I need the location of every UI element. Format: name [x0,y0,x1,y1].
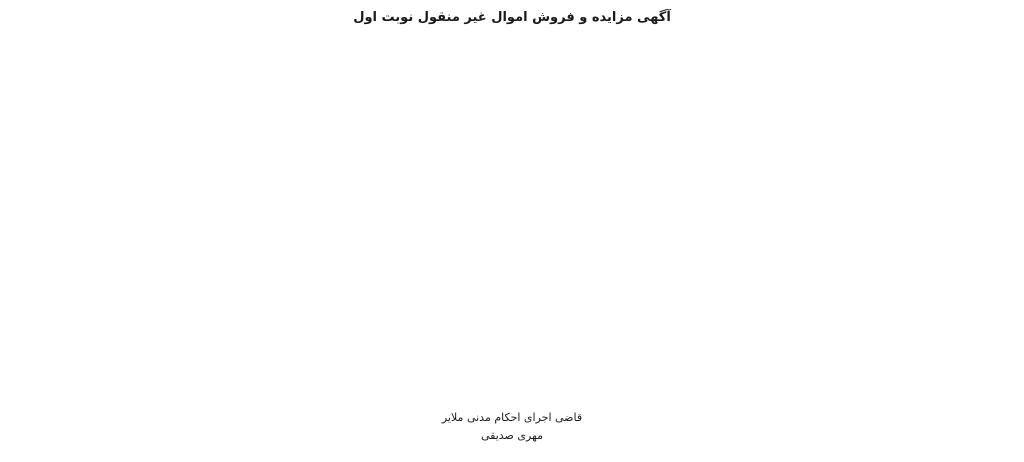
signature-name: مهری صدیقی [480,429,544,442]
notice-paragraph-1 [14,45,1010,165]
signature-block [14,409,1010,445]
paragraph-gap [14,165,1010,263]
notice-paragraph-2 [14,263,1010,403]
page-title: آگهی مزایده و فروش اموال غیر منقول نوبت اول [353,10,671,25]
signature-office: قاضی اجرای احکام مدنی ملایر [441,411,583,424]
